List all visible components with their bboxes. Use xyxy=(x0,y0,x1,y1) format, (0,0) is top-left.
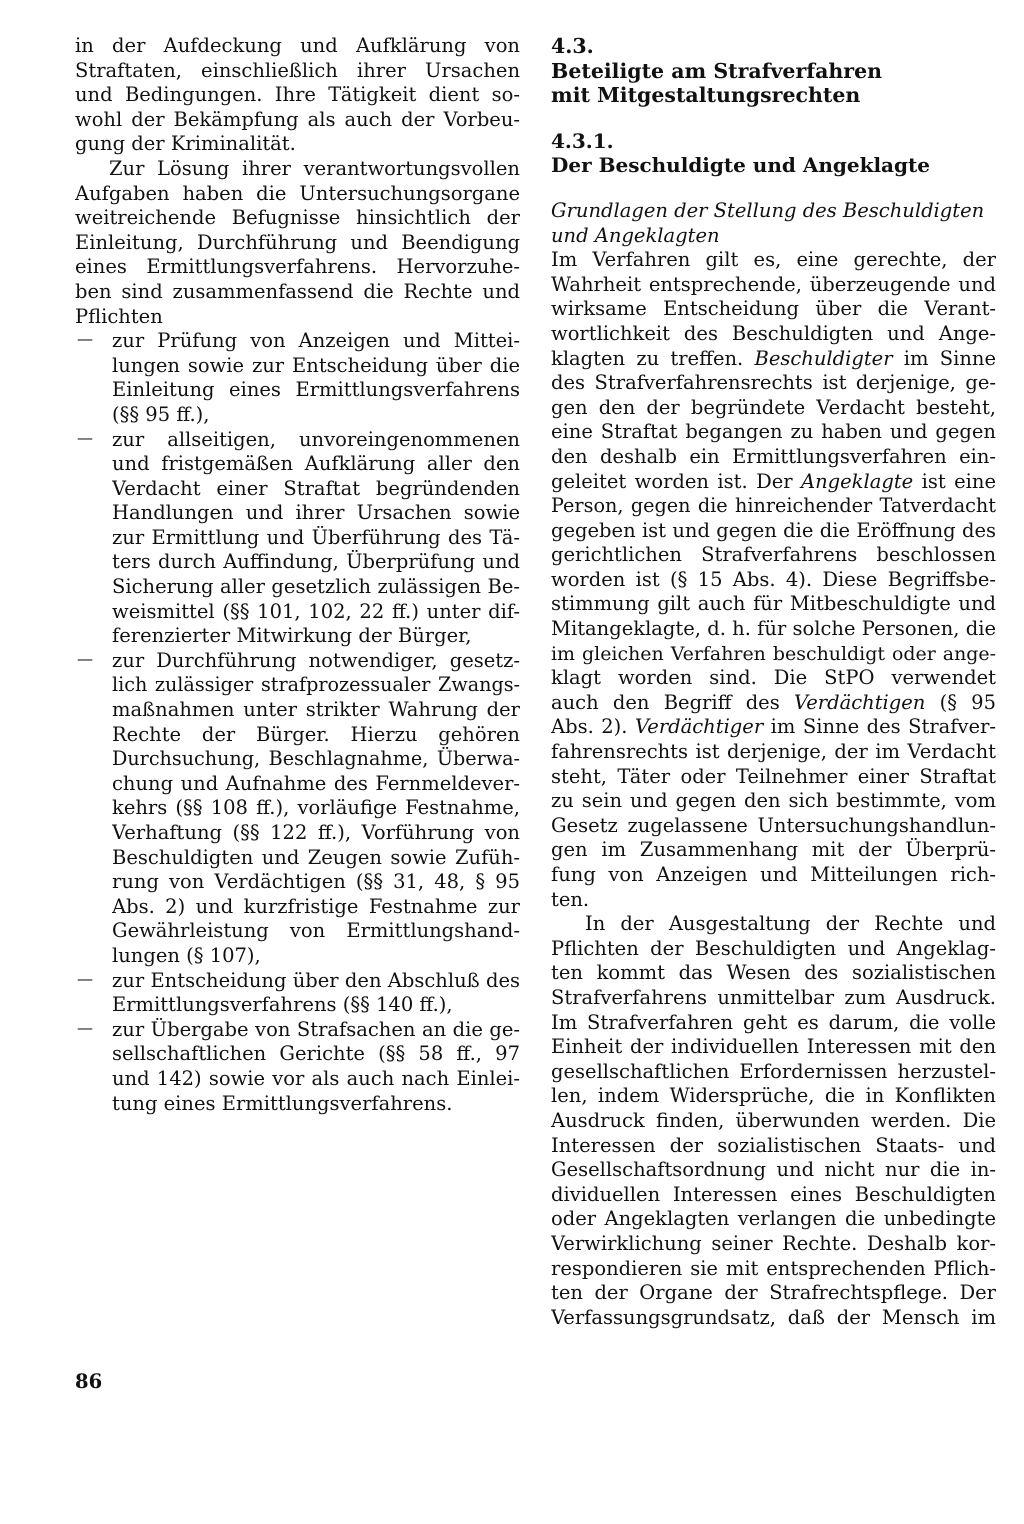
text-line: maßnahmen unter strikter Wahrung der xyxy=(112,698,520,722)
text-line: Strafverfahrens unmittelbar zum Ausdruck. xyxy=(551,985,996,1009)
text-line: den deshalb ein Ermittlungsverfahren ein- xyxy=(551,444,996,468)
text-run: (§ 95 xyxy=(925,690,996,714)
paragraph xyxy=(75,157,520,329)
text-line: eine Straftat begangen zu haben und gegen xyxy=(551,420,996,444)
text-line: zu sein und gegen den sich bestimmte, vom xyxy=(551,789,996,813)
text-line: wortlichkeit des Beschuldigten und Ange- xyxy=(551,321,996,345)
text-line: lungen sowie zur Entscheidung über die xyxy=(112,353,520,377)
paragraph xyxy=(551,912,996,1330)
text-line xyxy=(551,470,996,495)
text-line: Verfassungsgrundsatz, daß der Mensch im xyxy=(551,1305,996,1329)
text-line: Gewährleistung von Ermittlungshand- xyxy=(112,919,520,943)
text-line: worden ist (§ 15 Abs. 4). Diese Begriffsbe- xyxy=(551,567,996,591)
list-item xyxy=(75,428,520,649)
italic-heading-line: und Angeklagten xyxy=(551,223,720,247)
text-line: zur Ermittlung und Überführung des Tä- xyxy=(112,525,520,549)
text-line xyxy=(551,715,996,740)
emphasis-term: Verdächtiger xyxy=(634,715,764,739)
text-line: Ausdruck finden, überwunden werden. Die xyxy=(551,1108,996,1132)
text-line: klagt worden sind. Die StPO verwendet xyxy=(551,666,996,690)
text-line: fung von Anzeigen und Mitteilungen rich- xyxy=(551,863,996,886)
text-line: stimmung gilt auch für Mitbeschuldigte und xyxy=(551,592,996,616)
text-line xyxy=(551,691,996,716)
text-line: Im Strafverfahren geht es darum, die volle xyxy=(551,1010,996,1034)
subsection-title: Der Beschuldigte und Angeklagte xyxy=(551,153,930,178)
list-item xyxy=(75,649,520,969)
text-line: Verdacht einer Straftat begründenden xyxy=(112,476,520,500)
text-line: ben sind zusammenfassend die Rechte und xyxy=(75,279,520,303)
section-number: 4.3. xyxy=(551,34,594,58)
text-line: oder Angeklagten verlangen die unbedingte xyxy=(551,1207,996,1231)
text-line: gung der Kriminalität. xyxy=(75,132,296,156)
text-line: im gleichen Verfahren beschuldigt oder ange- xyxy=(551,642,996,665)
text-line: gesellschaftlichen Erfordernissen herzustel- xyxy=(551,1059,996,1083)
text-line: ten kommt das Wesen des sozialistischen xyxy=(551,961,996,985)
text-run: geleitet worden ist. Der xyxy=(551,469,802,493)
text-line: wohl der Bekämpfung als auch der Vorbeu- xyxy=(75,107,520,131)
page-number: 86 xyxy=(75,1370,103,1393)
emphasis-term: Verdächtigen xyxy=(793,690,926,714)
text-line: Gesellschaftsordnung und nicht nur die in- xyxy=(551,1158,996,1182)
text-line: kehrs (§§ 108 ff.), vorläufige Festnahme, xyxy=(112,796,520,820)
text-run: auch den Begriff des xyxy=(551,690,794,714)
text-line: gen den der begründete Verdacht besteht, xyxy=(551,395,996,419)
list-item xyxy=(75,969,520,1018)
text-line: gen im Zusammenhang mit der Überprü- xyxy=(551,838,996,862)
text-line: Wahrheit entsprechende, überzeugende und xyxy=(551,272,996,296)
text-line: Mitangeklagte, d. h. für solche Personen, die xyxy=(551,617,996,641)
text-line: len, indem Widersprüche, die in Konflikten xyxy=(551,1084,996,1108)
text-line: Handlungen und ihrer Ursachen sowie xyxy=(112,501,520,525)
dash-marker: — xyxy=(77,968,93,988)
text-run: im Sinne xyxy=(892,346,996,370)
text-line: ferenzierter Mitwirkung der Bürger, xyxy=(112,624,472,648)
text-line: Gesetz zugelassene Untersuchungshandlun- xyxy=(551,813,996,837)
dash-marker: — xyxy=(77,648,93,668)
text-line: weismittel (§§ 101, 102, 22 ff.) unter dif- xyxy=(112,599,520,623)
text-line: gerichtlichen Strafverfahrens beschlossen xyxy=(551,543,996,567)
section-title-line: Beteiligte am Strafverfahren xyxy=(551,58,883,83)
text-run: ist eine xyxy=(913,469,996,493)
text-line: Straftaten, einschließlich ihrer Ursachen xyxy=(75,58,520,82)
text-line: Verhaftung (§§ 122 ff.), Vorführung von xyxy=(112,821,520,844)
text-line: Verwirklichung seiner Rechte. Deshalb kor- xyxy=(551,1231,996,1255)
text-line: steht, Täter oder Teilnehmer einer Straftat xyxy=(551,764,996,788)
text-line: respondieren sie mit entsprechenden Pflich- xyxy=(551,1256,996,1280)
subsection-number: 4.3.1. xyxy=(551,128,614,153)
text-line: in der Aufdeckung und Aufklärung von xyxy=(75,34,520,57)
text-line: Pflichten xyxy=(75,304,163,328)
left-column xyxy=(75,34,520,1116)
text-line: zur Durchführung notwendiger, gesetz- xyxy=(112,648,520,672)
dash-marker: — xyxy=(77,1017,93,1037)
text-line: Sicherung aller gesetzlich zulässigen Be- xyxy=(112,575,520,599)
paragraph xyxy=(551,248,996,912)
text-line: (§§ 95 ff.), xyxy=(112,402,210,426)
text-line: Person, gegen die hinreichender Tatverdacht xyxy=(551,494,996,518)
text-line: zur allseitigen, unvoreingenommenen xyxy=(112,427,520,451)
text-line: wirksame Entscheidung über die Verant- xyxy=(551,297,996,321)
text-line: Pflichten der Beschuldigten und Angeklag- xyxy=(551,936,996,960)
text-line: und Bedingungen. Ihre Tätigkeit dient so- xyxy=(75,83,520,107)
text-line: des Strafverfahrensrechts ist derjenige, ge- xyxy=(551,371,996,395)
text-line: Abs. 2) und kurzfristige Festnahme zur xyxy=(112,894,520,918)
text-line: rung von Verdächtigen (§§ 31, 48, § 95 xyxy=(112,870,520,894)
text-line: Rechte der Bürger. Hierzu gehören xyxy=(112,722,520,746)
text-line: Im Verfahren gilt es, eine gerechte, der xyxy=(551,248,996,272)
text-line: Einheit der individuellen Interessen mit den xyxy=(551,1035,996,1059)
text-run: Abs. 2). xyxy=(551,715,635,739)
section-title-line: mit Mitgestaltungsrechten xyxy=(551,83,861,108)
emphasis-term: Angeklagte xyxy=(801,469,914,493)
text-line: lich zulässiger strafprozessualer Zwangs- xyxy=(112,673,520,697)
text-line: tung eines Ermittlungsverfahrens. xyxy=(112,1091,453,1115)
text-line xyxy=(551,347,996,372)
text-line: eines Ermittlungsverfahrens. Hervorzuhe- xyxy=(75,255,520,279)
text-line: zur Prüfung von Anzeigen und Mittei- xyxy=(112,329,520,353)
text-line: In der Ausgestaltung der Rechte und xyxy=(585,912,996,936)
dash-marker: — xyxy=(77,427,93,447)
text-line: zur Übergabe von Strafsachen an die ge- xyxy=(112,1017,520,1041)
text-line: Zur Lösung ihrer verantwortungsvollen xyxy=(109,156,520,180)
text-line: ten. xyxy=(551,887,590,911)
text-line: gegeben ist und gegen die die Eröffnung des xyxy=(551,518,996,542)
italic-heading-line: Grundlagen der Stellung des Beschuldigten xyxy=(551,198,985,222)
text-line: Interessen der sozialistischen Staats- und xyxy=(551,1133,996,1157)
paragraph xyxy=(75,34,520,157)
right-column xyxy=(551,34,996,1330)
text-line: Aufgaben haben die Untersuchungsorgane xyxy=(75,181,520,205)
text-line: sellschaftlichen Gerichte (§§ 58 ff., 97 xyxy=(112,1042,520,1066)
text-line: fahrensrechts ist derjenige, der im Verdacht xyxy=(551,740,996,764)
text-line: Einleitung, Durchführung und Beendigung xyxy=(75,230,520,254)
text-run: klagten zu treffen. xyxy=(551,346,755,370)
text-line: Durchsuchung, Beschlagnahme, Überwa- xyxy=(112,747,520,771)
list-item xyxy=(75,1018,520,1116)
text-line: Ermittlungsverfahrens (§§ 140 ff.), xyxy=(112,993,453,1017)
dash-marker: — xyxy=(77,329,93,349)
list-item xyxy=(75,329,520,427)
text-line: ters durch Auffindung, Überprüfung und xyxy=(112,550,520,574)
text-line: lungen (§ 107), xyxy=(112,943,261,967)
text-line: und 142) sowie vor als auch nach Einlei- xyxy=(112,1066,520,1090)
text-line: Einleitung eines Ermittlungsverfahrens xyxy=(112,378,520,402)
text-line: ten der Organe der Strafrechtspflege. Der xyxy=(551,1281,996,1305)
text-line: und fristgemäßen Aufklärung aller den xyxy=(112,452,520,476)
text-line: chung und Aufnahme des Fernmeldever- xyxy=(112,771,520,795)
text-run: im Sinne des Strafver- xyxy=(763,715,996,739)
text-line: zur Entscheidung über den Abschluß des xyxy=(112,968,520,992)
text-line: weitreichende Befugnisse hinsichtlich der xyxy=(75,206,520,230)
emphasis-term: Beschuldigter xyxy=(754,346,893,370)
text-line: Beschuldigten und Zeugen sowie Zufüh- xyxy=(112,845,520,869)
text-line: dividuellen Interessen eines Beschuldigten xyxy=(551,1182,996,1206)
